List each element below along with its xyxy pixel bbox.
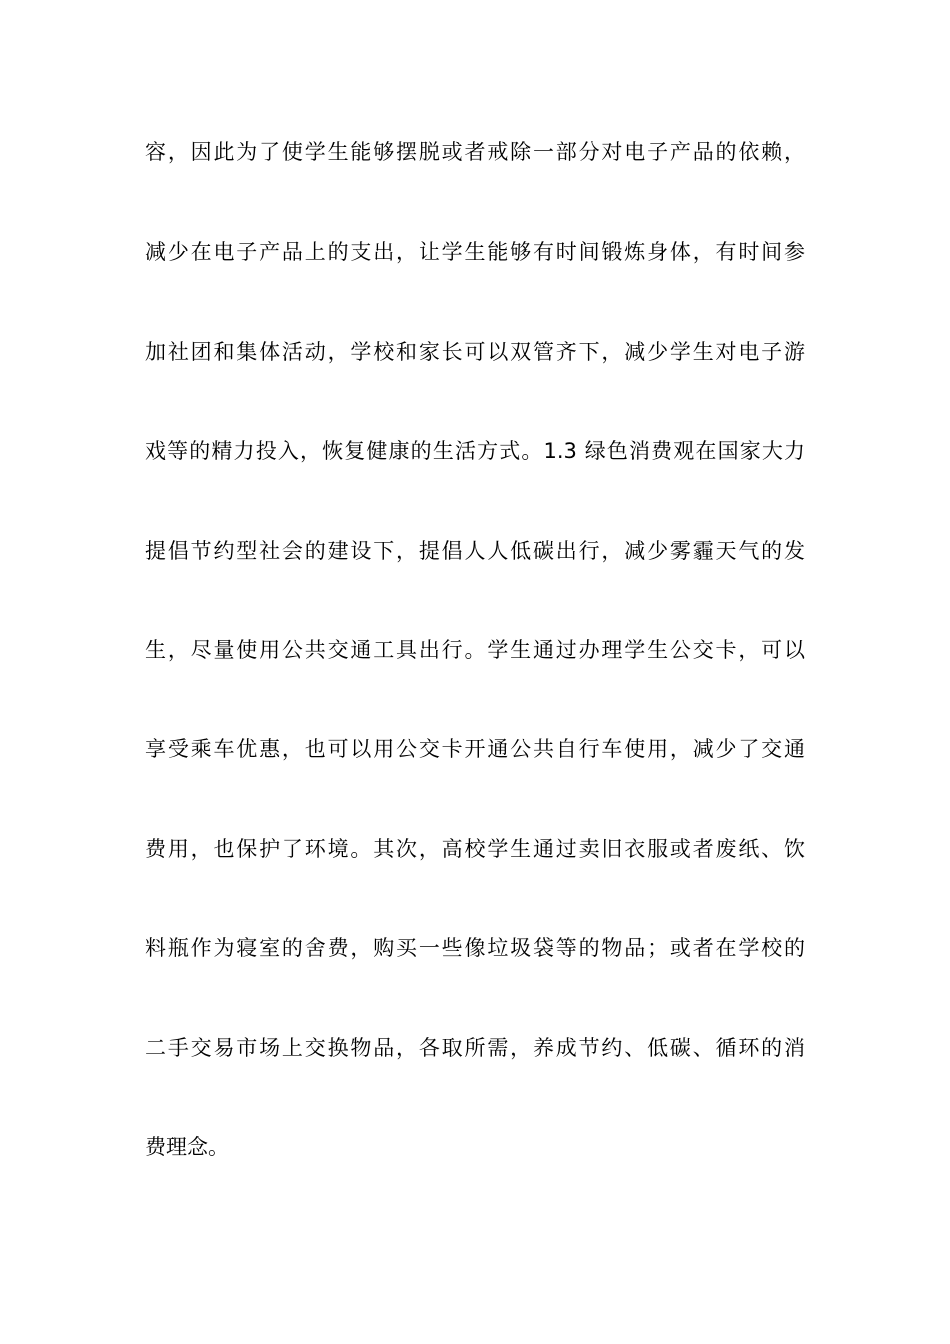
paragraph-line-9: 料瓶作为寝室的舍费，购买一些像垃圾袋等的物品；或者在学校的 — [145, 936, 805, 960]
paragraph-line-7: 享受乘车优惠，也可以用公交卡开通公共自行车使用，减少了交通 — [145, 737, 805, 761]
paragraph-line-1: 容，因此为了使学生能够摆脱或者戒除一部分对电子产品的依赖， — [145, 140, 805, 164]
paragraph-line-4: 戏等的精力投入，恢复健康的生活方式。1.3 绿色消费观在国家大力 — [145, 439, 805, 463]
paragraph-line-3: 加社团和集体活动，学校和家长可以双管齐下，减少学生对电子游 — [145, 340, 805, 364]
paragraph-line-11: 费理念。 — [145, 1135, 229, 1159]
paragraph-line-5: 提倡节约型社会的建设下，提倡人人低碳出行，减少雾霾天气的发 — [145, 539, 805, 563]
paragraph-line-6: 生，尽量使用公共交通工具出行。学生通过办理学生公交卡，可以 — [145, 638, 805, 662]
paragraph-line-10: 二手交易市场上交换物品，各取所需，养成节约、低碳、循环的消 — [145, 1036, 805, 1060]
paragraph-line-8: 费用，也保护了环境。其次，高校学生通过卖旧衣服或者废纸、饮 — [145, 837, 805, 861]
paragraph-line-2: 减少在电子产品上的支出，让学生能够有时间锻炼身体，有时间参 — [145, 240, 805, 264]
